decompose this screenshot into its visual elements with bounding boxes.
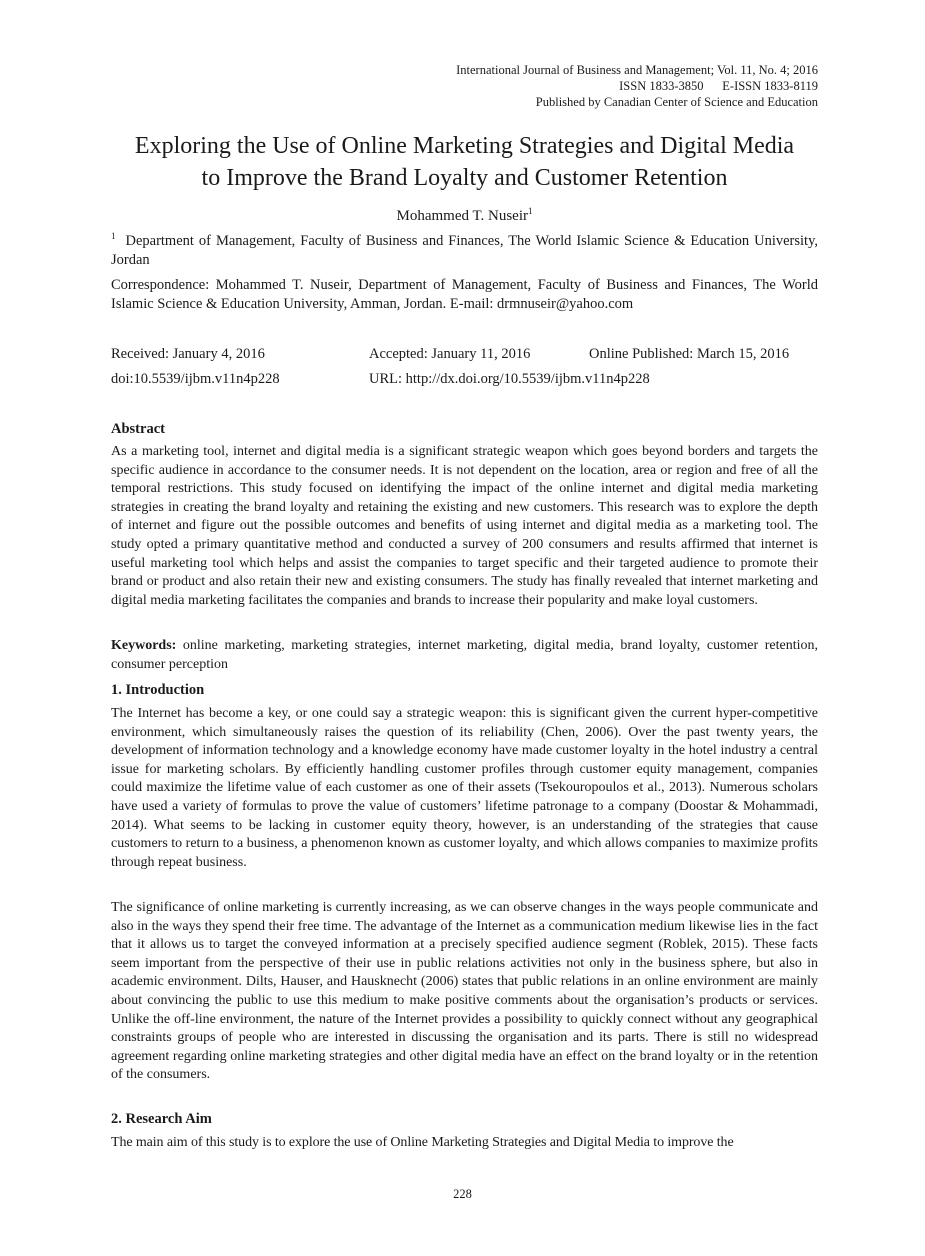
keywords <box>111 637 818 674</box>
affiliation-marker: 1 <box>111 231 116 241</box>
abstract-heading: Abstract <box>111 421 165 437</box>
journal-header <box>111 62 818 110</box>
dates-row-1 <box>111 344 818 364</box>
keywords-text: online marketing, marketing strategies, internet marketing, digital media, brand loyalty, customer retention, consumer perception <box>111 638 818 672</box>
abstract-text: As a marketing tool, internet and digital media is a significant strategic weapon which goes beyond borders and targets the specific audience in accordance to the consumer needs. It is not dependent on the location, area or region and free of all the temporal restrictions. This study focused on identifying the impact of the online internet and digital media marketing strategies in creating the brand loyalty and retaining the existing and new customers. This research was to explore the depth of internet and figure out the possible outcomes and benefits of using internet and digital media as a marketing tool. The study opted a primary quantitative method and conducted a survey of 200 consumers and results affirmed that internet is useful marketing tool which helps and assist the companies to target specific and their targeted audience to promote their brand or product and also retain their new and existing consumers. The study has finally revealed that internet marketing and digital media marketing facilitates the companies and brands to increase their popularity and make loyal customers. <box>111 444 818 608</box>
introduction-paragraph-2: The significance of online marketing is currently increasing, as we can observe changes in the ways people communicate and also in the ways they spend their free time. The advantage of the Internet as a communication medium likewise lies in the fact that it allows us to target the conveyed information at a precisely specified audience segment (Roblek, 2015). These facts seem important from the perspective of their use in public relations activities not only in the business sphere, but also in academic environment. Dilts, Hauser, and Hausknecht (2006) states that public relations in an online environment are mainly about convincing the public to use this medium to make positive comments about the organisation’s products or services. Unlike the off-line environment, the nature of the Internet provides a possibility to quickly connect without any geographical constraints groups of people who are interested in discussing the organisation and its parts. There is still no widespread agreement regarding online marketing strategies and other digital media have an effect on the brand loyalty or in the retention of the consumers. <box>111 900 818 1083</box>
publisher-line: Published by Canadian Center of Science and Education <box>535 95 818 109</box>
research-aim-heading: 2. Research Aim <box>111 1111 212 1127</box>
title-line-2: to Improve the Brand Loyalty and Customer Retention <box>201 165 728 191</box>
introduction-heading: 1. Introduction <box>111 682 205 698</box>
correspondence <box>111 276 818 314</box>
received-date: Received: January 4, 2016 <box>111 346 265 362</box>
journal-line: International Journal of Business and Management; Vol. 11, No. 4; 2016 <box>456 63 818 77</box>
keywords-label: Keywords: <box>111 638 177 653</box>
issn-line: ISSN 1833-3850 E-ISSN 1833-8119 <box>619 79 818 93</box>
accepted-date: Accepted: January 11, 2016 <box>369 346 531 362</box>
research-aim-text: The main aim of this study is to explore the use of Online Marketing Strategies and Digital Media to improve the <box>111 1135 734 1150</box>
doi-link[interactable]: doi:10.5539/ijbm.v11n4p228 <box>111 371 280 387</box>
affiliation-text: Department of Management, Faculty of Business and Finances, The World Islamic Science & Education University, Jordan <box>111 233 818 268</box>
published-date: Online Published: March 15, 2016 <box>589 346 790 362</box>
title-line-1: Exploring the Use of Online Marketing Strategies and Digital Media <box>134 133 795 159</box>
page-number: 228 <box>453 1187 472 1201</box>
author-affiliation-marker: 1 <box>528 206 533 216</box>
url-link[interactable]: URL: http://dx.doi.org/10.5539/ijbm.v11n4p228 <box>369 371 650 387</box>
affiliation <box>111 232 818 270</box>
author-name: Mohammed T. Nuseir <box>396 208 528 224</box>
dates-row-2 <box>111 369 818 389</box>
correspondence-text: Correspondence: Mohammed T. Nuseir, Department of Management, Faculty of Business and Finances, The World Islamic Science & Education University, Amman, Jordan. E-mail: drmnuseir@yahoo.com <box>111 277 818 312</box>
author <box>111 206 818 226</box>
article-title <box>111 130 818 194</box>
introduction-paragraph-1: The Internet has become a key, or one could say a strategic weapon: this is significant given the current hyper-competitive environment, which simultaneously raises the question of its reliability (Chen, 2006). Over the past twenty years, the development of information technology and a knowledge economy have made customer loyalty in the hotel industry a central issue for marketing scholars. By efficiently handling customer profiles through customer equity management, companies could maximize the lifetime value of each customer as one of their assets (Tsekouropoulos et al., 2013). Numerous scholars have used a variety of formulas to prove the value of customers’ lifetime patronage to a company (Doostar & Mohammadi, 2014). What seems to be lacking in customer equity theory, however, is an understanding of the strategies that cause customers to return to a business, a phenomenon known as customer loyalty, and which allows companies to maximize profits through repeat business. <box>111 706 818 870</box>
